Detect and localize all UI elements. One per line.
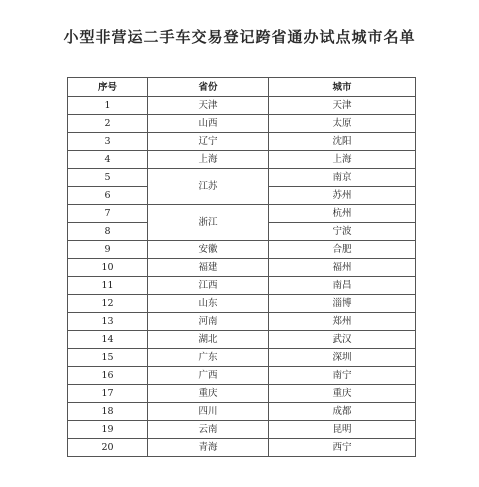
row-city: 南京 [269, 169, 416, 187]
row-city: 太原 [269, 115, 416, 133]
row-index: 12 [68, 295, 148, 313]
row-city: 天津 [269, 97, 416, 115]
row-city: 合肥 [269, 241, 416, 259]
row-index: 17 [68, 385, 148, 403]
row-province: 河南 [148, 313, 269, 331]
table-row [68, 313, 416, 331]
row-province: 江西 [148, 277, 269, 295]
row-index: 19 [68, 421, 148, 439]
header-province: 省份 [148, 78, 269, 97]
row-index: 7 [68, 205, 148, 223]
row-index: 5 [68, 169, 148, 187]
row-city: 上海 [269, 151, 416, 169]
row-province: 上海 [148, 151, 269, 169]
row-index: 9 [68, 241, 148, 259]
row-province: 广东 [148, 349, 269, 367]
row-index: 14 [68, 331, 148, 349]
header-index: 序号 [68, 78, 148, 97]
table-row [68, 97, 416, 115]
table-row [68, 421, 416, 439]
row-index: 20 [68, 439, 148, 457]
row-index: 15 [68, 349, 148, 367]
table-row [68, 439, 416, 457]
table-row [68, 205, 416, 223]
table-row [68, 259, 416, 277]
row-province: 天津 [148, 97, 269, 115]
row-city: 南昌 [269, 277, 416, 295]
row-city: 宁波 [269, 223, 416, 241]
row-province: 江苏 [148, 169, 269, 205]
row-city: 昆明 [269, 421, 416, 439]
row-index: 18 [68, 403, 148, 421]
row-index: 4 [68, 151, 148, 169]
row-city: 郑州 [269, 313, 416, 331]
table-row [68, 349, 416, 367]
row-index: 13 [68, 313, 148, 331]
row-city: 成都 [269, 403, 416, 421]
row-city: 重庆 [269, 385, 416, 403]
row-province: 湖北 [148, 331, 269, 349]
row-city: 沈阳 [269, 133, 416, 151]
row-province: 山东 [148, 295, 269, 313]
row-index: 8 [68, 223, 148, 241]
table-row [68, 331, 416, 349]
row-city: 深圳 [269, 349, 416, 367]
table-row [68, 385, 416, 403]
document-title: 小型非营运二手车交易登记跨省通办试点城市名单 [63, 28, 416, 46]
row-province: 福建 [148, 259, 269, 277]
row-province: 青海 [148, 439, 269, 457]
row-index: 10 [68, 259, 148, 277]
row-city: 南宁 [269, 367, 416, 385]
row-city: 武汉 [269, 331, 416, 349]
row-province: 广西 [148, 367, 269, 385]
table-row [68, 403, 416, 421]
row-index: 1 [68, 97, 148, 115]
row-province: 辽宁 [148, 133, 269, 151]
row-index: 2 [68, 115, 148, 133]
row-province: 四川 [148, 403, 269, 421]
table-row [68, 277, 416, 295]
table-row [68, 133, 416, 151]
row-index: 6 [68, 187, 148, 205]
row-index: 3 [68, 133, 148, 151]
header-city: 城市 [269, 78, 416, 97]
table-header-row [68, 78, 416, 97]
row-province: 浙江 [148, 205, 269, 241]
table-row [68, 367, 416, 385]
row-city: 西宁 [269, 439, 416, 457]
row-province: 安徽 [148, 241, 269, 259]
row-index: 16 [68, 367, 148, 385]
table-row [68, 169, 416, 187]
row-city: 苏州 [269, 187, 416, 205]
row-index: 11 [68, 277, 148, 295]
row-city: 淄博 [269, 295, 416, 313]
row-city: 福州 [269, 259, 416, 277]
table-row [68, 151, 416, 169]
row-province: 山西 [148, 115, 269, 133]
row-city: 杭州 [269, 205, 416, 223]
table-row [68, 241, 416, 259]
city-list-table [67, 77, 416, 457]
table-row [68, 115, 416, 133]
row-province: 重庆 [148, 385, 269, 403]
table-row [68, 295, 416, 313]
row-province: 云南 [148, 421, 269, 439]
